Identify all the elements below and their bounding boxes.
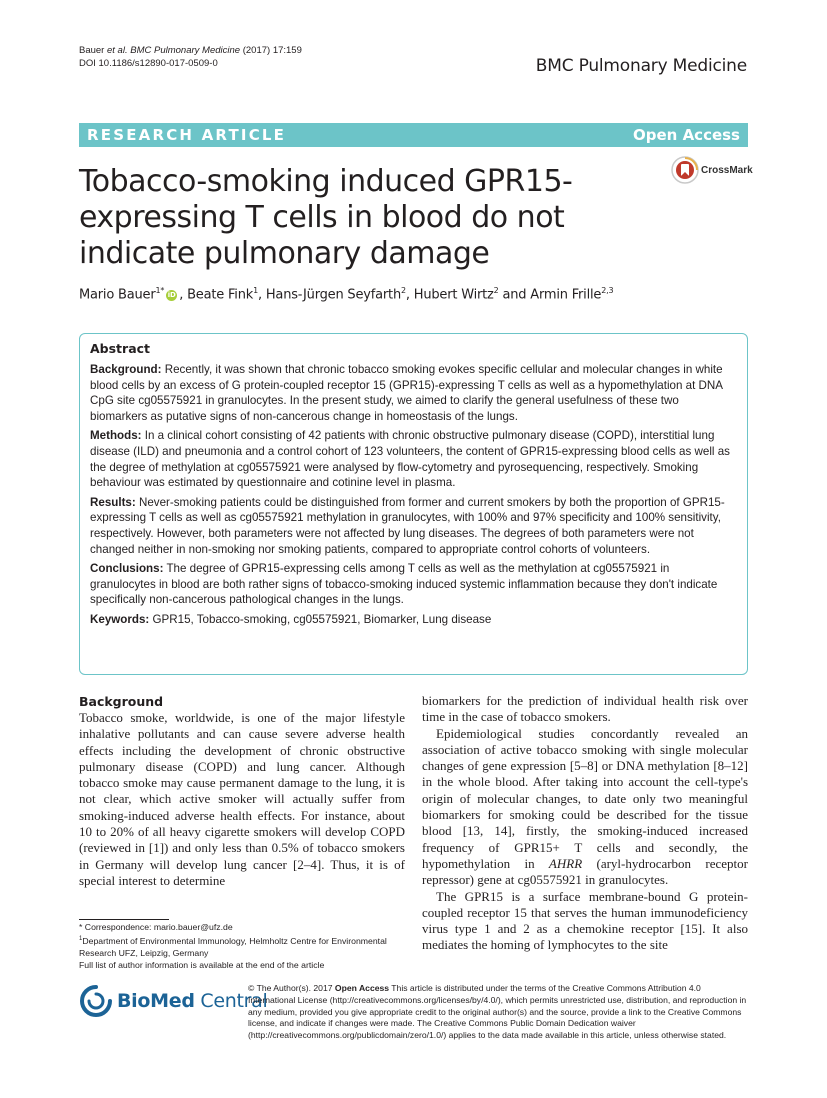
citation-line: Bauer et al. BMC Pulmonary Medicine (2017) 17:159 — [79, 45, 302, 56]
license-statement: © The Author(s). 2017 Open Access This article is distributed under the terms of the Creative Commons Attribution 4.0 International License (http://creativecommons.org/licenses/by/4.0/), which permits unrestricted use, distribution, and reproduction in any medium, provided you give appropriate credit to the original author(s) and the source, provide a link to the Creative Commons license, and indicate if changes were made. The Creative Commons Public Domain Dedication waiver (http://creativecommons.org/publicdomain/zero/1.0/) applies to the data made available in this article, unless otherwise stated. — [248, 983, 747, 1041]
body-right-column — [422, 693, 748, 954]
open-access-label: Open Access — [633, 126, 740, 144]
author-affil: 2,3 — [601, 286, 614, 295]
body-paragraph: The GPR15 is a surface membrane-bound G protein-coupled receptor 15 that serves the human immunodeficiency virus type 1 and 2 as a chemokine receptor [15]. It also mediates the homing of lymphocytes to the site — [422, 888, 748, 953]
crossmark-badge[interactable] — [671, 156, 753, 184]
abstract-box — [79, 333, 748, 675]
author-name: , Hans-Jürgen Seyfarth — [257, 287, 401, 303]
footnote-divider — [79, 919, 169, 920]
abstract-conclusions: Conclusions: The degree of GPR15-expressing cells among T cells as well as the methylation at cg05575921 in granulocytes in blood are both rather signs of tobacco-smoking induced systemic inflammation because they don't indicate specifically non-cancerous pathological changes in the lungs. — [90, 562, 718, 607]
footnotes — [79, 921, 405, 971]
body-paragraph: Epidemiological studies concordantly revealed an association of active tobacco smoking with single molecular changes of gene expression [5–8] or DNA methylation [8–12] in the whole blood. After taking into account the cell-type's origin of molecular changes, to date only two meaningful biomarkers for smoking could be described for the tissue blood [13, 14], firstly, the smoking-induced increased frequency of GPR15+ T cells and secondly, the hypomethylation in AHRR (aryl-hydrocarbon receptor repressor) gene at cg05575921 in granulocytes. — [422, 725, 748, 888]
article-type: RESEARCH ARTICLE — [87, 126, 287, 144]
author-affil: 1 — [253, 286, 258, 295]
biomed-central-icon — [79, 984, 113, 1018]
crossmark-label: CrossMark — [701, 164, 753, 176]
affiliation-note: $^1$Department of Environmental Immunology, Helmholtz Centre for Environmental Research UFZ, Leipzig, Germany — [79, 935, 387, 958]
journal-name: BMC Pulmonary Medicine — [535, 56, 747, 76]
article-type-banner — [79, 123, 748, 147]
abstract-background: Background: Recently, it was shown that chronic tobacco smoking evokes specific cellular and molecular changes in white blood cells by an excess of G protein-coupled receptor 15 (GPR15)-expressing T cells as well as a hypomethylation at DNA CpG site cg05575921 in granulocytes. In the present study, we aimed to clarify the general usefulness of these two biomarkers as putative signs of non-cancerous change in homeostasis of the lungs. — [90, 363, 723, 423]
author-list — [79, 286, 613, 302]
body-paragraph: Tobacco smoke, worldwide, is one of the major lifestyle inhalative pollutants and can cause severe adverse health effects including the development of chronic obstructive pulmonary disease (COPD) and lung cancer. Although tobacco smoke may cause permanent damage to the lung, it is not clear, which active smoker will actually suffer from smoking-induced adverse health effects. For instance, about 10 to 20% of all heavy cigarette smokers will develop COPD (reviewed in [1]) and only less than 0.5% of tobacco smokers in Germany will develop lung cancer [2–4]. Thus, it is of special interest to determine — [79, 710, 405, 888]
author-name: , Beate Fink — [179, 287, 254, 303]
abstract-methods: Methods: In a clinical cohort consisting of 42 patients with chronic obstructive pulmonary disease (COPD), interstitial lung disease (ILD) and pneumonia and a control cohort of 123 volunteers, the content of GPR15-expressing blood cells as well as the degree of methylation at cg05575921 were analysed by flow-cytometry and pyrosequencing, respectively. Smoking behaviour was estimated by questionnaire and cotinine level in plasma. — [90, 429, 730, 490]
author-name: and Armin Frille — [498, 287, 602, 303]
author-affil: 2 — [493, 286, 499, 295]
body-paragraph: biomarkers for the prediction of individual health risk over time in the case of tobacco smokers. — [422, 693, 748, 725]
orcid-icon[interactable]: iD — [167, 291, 176, 300]
author-info-note: Full list of author information is available at the end of the article — [79, 959, 325, 970]
author-name: Mario Bauer — [79, 287, 156, 303]
section-heading-background: Background — [79, 694, 164, 709]
biomed-central-logo — [79, 984, 267, 1018]
abstract-heading: Abstract — [90, 341, 151, 356]
author-affil: 1* — [155, 286, 165, 295]
author-name: , Hubert Wirtz — [405, 287, 494, 303]
citation-block — [79, 44, 302, 70]
author-affil: 2 — [401, 286, 406, 295]
article-title: Tobacco-smoking induced GPR15-expressing T cells in blood do not indicate pulmonary damage — [79, 164, 573, 271]
biomed-central-wordmark: BioMed Central — [117, 990, 268, 1012]
abstract-results: Results: Never-smoking patients could be distinguished from former and current smokers by both the proportion of GPR15-expressing T cells as well as cg05575921 methylation in granulocytes, with 100% and 97% specificity and 100% sensitivity, respectively. However, both parameters were not affected by lung diseases. The degrees of both parameters were not changed neither in non-smoking nor smoking patients, compared to appropriate control cohorts of volunteers. — [90, 495, 725, 556]
body-left-column — [79, 693, 405, 889]
crossmark-icon — [671, 156, 699, 184]
correspondence-note[interactable]: * Correspondence: mario.bauer@ufz.de — [79, 922, 233, 932]
doi: DOI 10.1186/s12890-017-0509-0 — [79, 58, 218, 69]
abstract-keywords: Keywords: GPR15, Tobacco-smoking, cg05575921, Biomarker, Lung disease — [90, 612, 492, 626]
